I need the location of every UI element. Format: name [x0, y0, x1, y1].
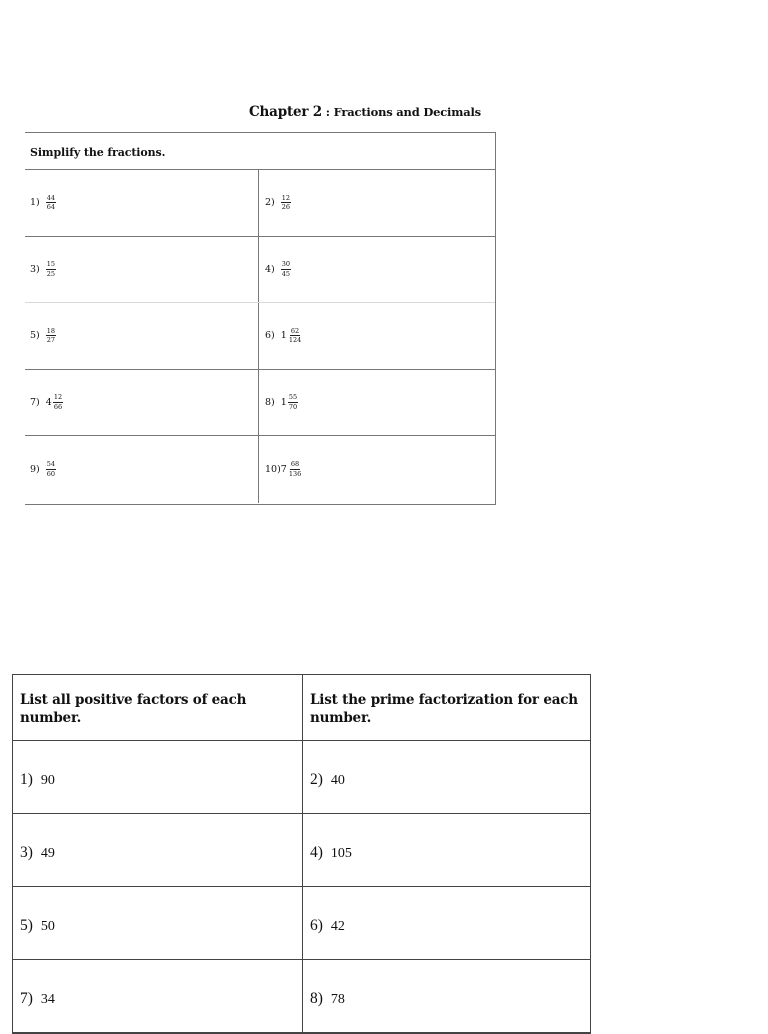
denominator: 66 — [53, 402, 63, 411]
table-row — [13, 960, 590, 1033]
numerator: 12 — [53, 393, 63, 402]
table-row — [25, 436, 495, 503]
fraction-problem — [259, 370, 495, 436]
problem-number: 3) — [20, 844, 33, 861]
numerator: 55 — [288, 393, 298, 402]
table-row — [25, 237, 495, 304]
problem-number: 7) — [20, 990, 33, 1007]
numerator: 30 — [281, 260, 291, 269]
problem-value: 78 — [330, 992, 345, 1007]
numerator: 12 — [281, 193, 291, 202]
simplify-fractions-table — [25, 132, 496, 505]
denominator: 45 — [281, 269, 291, 278]
factor-problem — [13, 814, 303, 886]
whole-number: 1 — [280, 330, 287, 342]
prime-factorization-header — [303, 675, 590, 740]
whole-number: 1 — [280, 396, 287, 408]
problem-number: 4) — [310, 844, 323, 861]
factor-problem — [13, 960, 303, 1032]
numerator: 68 — [290, 460, 300, 469]
title-separator: : — [321, 105, 334, 119]
fraction — [281, 261, 291, 277]
problem-number: 9) — [30, 463, 40, 475]
problem-number: 2) — [265, 197, 275, 209]
numerator: 44 — [46, 193, 56, 202]
problem-number: 6) — [265, 330, 275, 342]
whole-number: 7 — [280, 463, 287, 475]
table-row — [25, 303, 495, 370]
problem-number: 10) — [265, 463, 281, 475]
fraction — [288, 328, 302, 344]
denominator: 136 — [288, 469, 302, 478]
fraction — [46, 195, 56, 211]
denominator: 60 — [46, 469, 56, 478]
factors-header-text: List all positive factors of each number. — [20, 692, 247, 726]
table-row — [25, 370, 495, 437]
chapter-topic: Fractions and Decimals — [333, 105, 481, 119]
fraction-problem — [25, 170, 259, 236]
numerator: 18 — [46, 326, 56, 335]
problem-value: 40 — [330, 773, 345, 788]
fraction-problem — [25, 237, 259, 303]
problem-number: 1) — [20, 771, 33, 788]
chapter-label: Chapter 2 — [249, 104, 322, 120]
prime-header-text: List the prime factorization for each number. — [310, 692, 578, 726]
factor-problem — [303, 814, 590, 886]
factor-problem — [303, 960, 590, 1032]
fraction-problem — [25, 303, 259, 369]
fraction-problem — [25, 436, 259, 503]
numerator: 54 — [46, 460, 56, 469]
fraction — [288, 461, 302, 477]
numerator: 15 — [46, 260, 56, 269]
denominator: 27 — [46, 336, 56, 345]
problem-number: 3) — [30, 263, 40, 275]
fraction-problem — [259, 170, 495, 236]
problem-value: 105 — [330, 846, 352, 861]
problem-value: 42 — [330, 919, 345, 934]
factors-header — [13, 675, 303, 740]
fraction — [281, 195, 291, 211]
denominator: 26 — [281, 203, 291, 212]
fraction — [46, 328, 56, 344]
table-row — [13, 814, 590, 887]
problem-value: 50 — [40, 919, 55, 934]
fraction-problem — [259, 237, 495, 303]
fraction-problem — [259, 436, 495, 503]
fraction — [46, 461, 56, 477]
problem-value: 90 — [40, 773, 55, 788]
whole-number: 4 — [45, 396, 52, 408]
fraction-problem — [25, 370, 259, 436]
problem-number: 5) — [30, 330, 40, 342]
denominator: 64 — [46, 203, 56, 212]
problem-number: 5) — [20, 917, 33, 934]
problem-number: 8) — [310, 990, 323, 1007]
simplify-instruction: Simplify the fractions. — [25, 133, 495, 170]
table-row — [13, 887, 590, 960]
factor-problem — [13, 887, 303, 959]
factor-problem — [303, 741, 590, 813]
problem-number: 1) — [30, 197, 40, 209]
problem-value: 34 — [40, 992, 55, 1007]
problem-number: 4) — [265, 263, 275, 275]
fraction — [53, 394, 63, 410]
denominator: 70 — [288, 402, 298, 411]
fraction — [46, 261, 56, 277]
problem-number: 6) — [310, 917, 323, 934]
problem-value: 49 — [40, 846, 55, 861]
factor-problem — [13, 741, 303, 813]
problem-number: 7) — [30, 396, 40, 408]
fraction — [288, 394, 298, 410]
numerator: 62 — [290, 326, 300, 335]
problem-number: 2) — [310, 771, 323, 788]
problem-number: 8) — [265, 396, 275, 408]
table-row — [13, 741, 590, 814]
table-row — [25, 170, 495, 237]
fraction-problem — [259, 303, 495, 369]
factors-table — [12, 674, 591, 1034]
factor-problem — [303, 887, 590, 959]
denominator: 25 — [46, 269, 56, 278]
page-title — [249, 104, 481, 120]
denominator: 124 — [288, 336, 302, 345]
table-header-row — [13, 675, 590, 741]
